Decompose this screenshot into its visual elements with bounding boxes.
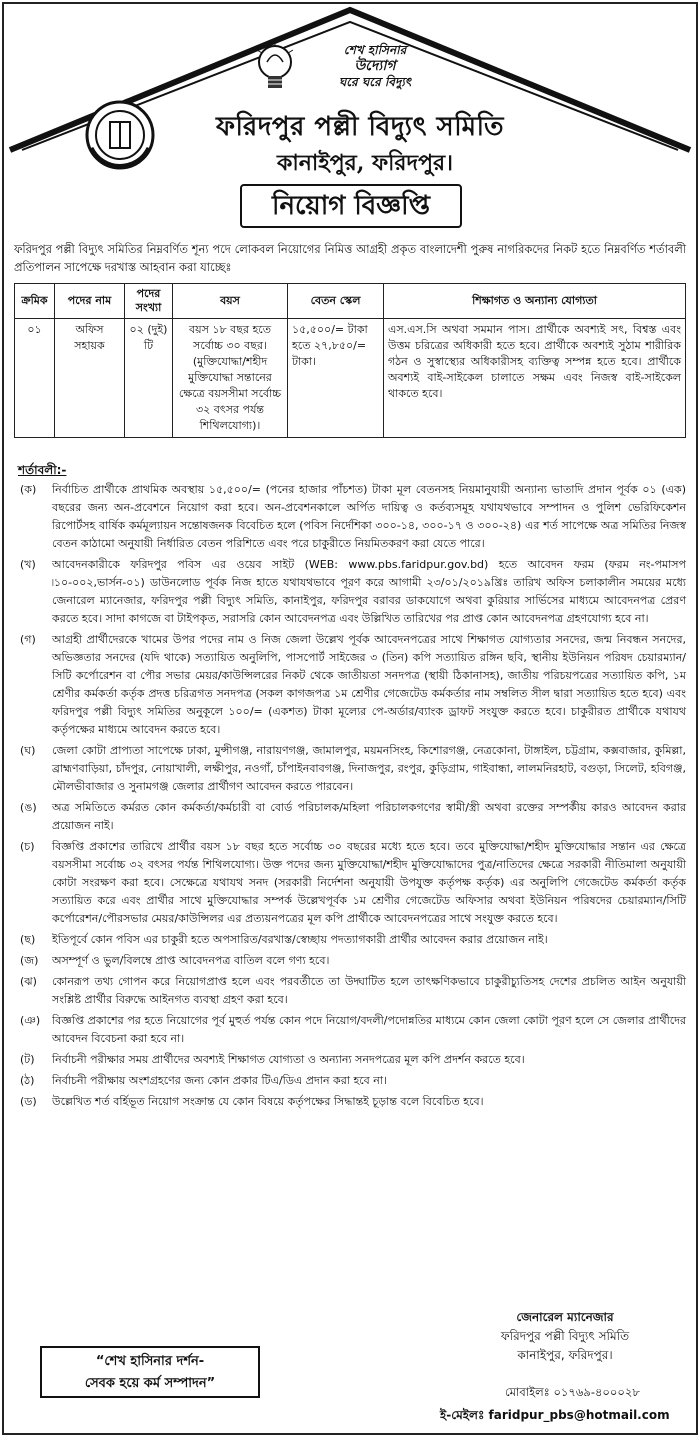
slogan-line-2: সেবক হয়ে কর্ম সম্পাদন” [84,1376,216,1391]
term-text: আবেদনকারীকে ফরিদপুর পবিস এর ওয়েব সাইট (WEB: www.pbs.faridpur.gov.bd) হতে আবেদন ফরম (ফরম নং-পমাসপ ৷১০-০০২,ভার্সন-০১) ডাউনলোড পূর্বক নিজ হাতে যথাযথভাবে পূরণ করে আগামী ২৩/০১/২০১৯খ্রিঃ তারিখ অফিস চলাকালীন সময়ের মধ্যে জেনারেল ম্যানেজার, ফরিদপুর পল্লী বিদ্যুৎ সমিতি, কানাইপুর, ফরিদপুর বরাবর ডাকযোগে অথবা কুরিয়ার সার্ভিসের মাধ্যমে আবেদনপত্র প্রেরণ করতে হবে। সাদা কাগজে বা টাইপকৃত, সরাসরি কোন আবেদনপত্র এবং উল্লিখিত তারিখের পর প্রাপ্ত কোন আবেদনপত্র গ্রহণযোগ্য হবে না। [52,558,686,625]
term-text: অসম্পূর্ণ ও ভুল/বিলম্বে প্রাপ্ত আবেদনপত্র বাতিল বলে গণ্য হবে। [52,954,330,967]
term-item [14,742,686,796]
term-text: নির্বাচনী পরীক্ষায় অংশগ্রহণের জন্য কোন প্রকার টিএ/ডিএ প্রদান করা হবে না। [52,1074,387,1087]
cell-serial: ০১ [15,319,55,438]
term-marker: (ঞ) [20,1014,41,1027]
term-item [14,1051,686,1069]
term-text: উল্লেখিত শর্ত বর্হিভূত নিয়োগ সংক্রান্ত যে কোন বিষয়ে কর্তৃপক্ষের সিদ্ধান্তই চূড়ান্ত বলে বিবেচিত হবে। [52,1095,484,1108]
term-text: বিজ্ঞপ্তি প্রকাশের তারিখে প্রার্থীর বয়স ১৮ বছর হতে সর্বোচ্চ ৩০ বছরের মধ্যে হতে হবে। তবে মুক্তিযোদ্ধা/শহীদ মুক্তিযোদ্ধার সন্তান এর ক্ষেত্রে বয়সসীমা সর্বোচ্চ ৩২ বৎসর পর্যন্ত শিথিলযোগ্য। উক্ত পদের জন্য মুক্তিযোদ্ধা/শহীদ মুক্তিযোদ্ধাদের পুত্র/নাতিদের ক্ষেত্রে সরকারী নীতিমালা অনুযায়ী কোটা সংরক্ষণ করা হবে। সেক্ষেত্রে যথাযথ সনদ (সরকারী নির্দেশনা অনুযায়ী উপযুক্ত কর্তৃপক্ষ কর্তৃক) এর অনুলিপি গেজেটেড কর্মকর্তা কর্তৃক সত্যায়িত করে এবং প্রার্থীর সাথে মুক্তিযোদ্ধার সম্পর্ক উল্লেখপূর্বক ১ম শ্রেণীর গেজেটেড অফিসার অথবা ইউনিয়ন পরিষদের চেয়ারম্যান/সিটি কর্পোরেশন/পৌরসভার মেয়র/কাউন্সিলর এর প্রত্যয়নপত্রের মূল কপি প্রার্থীকে আবেদনপত্রের সাথে সংযুক্ত করতে হবে। [52,840,686,925]
cell-post-count: ০২ (দুই) টি [125,319,173,438]
term-item [14,631,686,739]
term-item [14,481,686,553]
term-item [14,973,686,1009]
term-marker: (ক) [20,483,37,496]
bulb-slogan-line-3: ঘরে ঘরে বিদ্যুৎ [338,75,412,89]
signatory-org: ফরিদপুর পল্লী বিদ্যুৎ সমিতি [500,1329,630,1343]
term-text: কোনরূপ তথ্য গোপন করে নিয়োগপ্রাপ্ত হলে এবং পরবর্তীতে তা উদ্ঘাটিত হলে তাৎক্ষণিকভাবে চাকুরীচ্যুতিসহ দেশের প্রচলিত আইন অনুযায়ী সংশ্লিষ্ট প্রার্থীর বিরুদ্ধে আইনগত ব্যবস্থা গ্রহণ করা হবে। [52,975,686,1006]
term-text: নির্বাচনী পরীক্ষার সময় প্রার্থীদের অবশ্যই শিক্ষাগত যোগ্যতা ও অন্যান্য সনদপত্রের মূল কপি প্রদর্শন করতে হবে। [52,1053,525,1066]
intro-paragraph: ফরিদপুর পল্লী বিদ্যুৎ সমিতির নিম্নবর্ণিত শূন্য পদে লোকবল নিয়োগের নিমিত্ত আগ্রহী প্রকৃত বাংলাদেশী পুরুষ নাগরিকদের নিকট হতে নিম্নবর্ণিত শর্তাবলী প্রতিপালন সাপেক্ষে দরখাস্ত আহবান করা যাচ্ছেঃ [14,242,686,274]
vacancy-table [14,283,686,438]
term-item [14,838,686,928]
header-salary-scale: বেতন স্কেল [288,284,384,319]
organization-address: কানাইপুর, ফরিদপুর। [276,150,453,176]
cell-qualification: এস.এস.সি অথবা সমমান পাস। প্রার্থীকে অবশ্যই সৎ, বিশ্বস্ত এবং উত্তম চরিত্রের অধিকারী হতে হবে। প্রার্থীকে অবশ্যই সুঠাম শারীরিক গঠন ও সুস্বাস্থ্যের অধিকারীসহ ব্যক্তিত্ব সম্পন্ন হতে হবে। প্রার্থীকে অবশ্যই বাই-সাইকেল চালাতে সক্ষম এবং নিজস্ব বাই-সাইকেল থাকতে হবে। [384,319,686,438]
pbs-logo [85,100,155,170]
term-marker: (ঙ) [20,801,37,814]
term-marker: (গ) [20,633,36,646]
term-text: জেলা কোটা প্রাপ্যতা সাপেক্ষে ঢাকা, মুন্সীগঞ্জ, নারায়ণগঞ্জ, জামালপুর, ময়মনসিংহ, কিশোরগঞ্জ, নেত্রকোনা, টাঙ্গাইল, চট্টগ্রাম, কক্সবাজার, কুমিল্লা, ব্রাহ্মণবাড়িয়া, চাঁদপুর, নোয়াখালী, লক্ষীপুর, নওগাঁ, চাঁপাইনবাবগঞ্জ, দিনাজপুর, রংপুর, কুড়িগ্রাম, গাইবান্ধা, লালমনিরহাট, বগুড়া, সিলেট, হবিগঞ্জ, মৌলভীবাজার ও সুনামগঞ্জ জেলার প্রার্থীগণ আবেদন করতে পারবেন। [52,744,686,793]
term-marker: (জ) [20,954,39,967]
term-item [14,1093,686,1111]
term-marker: (ট) [20,1053,35,1066]
term-text: নির্বাচিত প্রার্থীকে প্রাথমিক অবস্থায় ১৫,৫০০/= (পনের হাজার পাঁচশত) টাকা মূল বেতনসহ নিয়মানুযায়ী অন্যান্য ভাতাদি প্রদান পূর্বক ০১ (এক) বছরের জন্য অন-প্রবেশনে নিয়োগ করা হবে। অন-প্রবেশনকালে অর্পিত দায়িত্ব ও কর্তব্যসমূহ যথাযথভাবে সম্পাদন ও পুলিশ ভেরিফিকেশন রিপোর্টসহ বার্ষিক কর্মমূল্যায়ন সন্তোষজনক বিবেচিত হলে (পবিস নির্দেশিকা ৩০০-১৪, ৩০০-১৭ ও ৩০০-২৪) এর শর্ত সাপেক্ষে অত্র সমিতির নিজস্ব বেতন কাঠামো অনুযায়ী নির্ধারিত বেতন পরিশিতে এবং পরে চাকুরীতে নিয়মিতকরণ করা যেতে পারে। [52,483,686,550]
header-post-name: পদের নাম [55,284,125,319]
term-marker: (চ) [20,840,35,853]
term-text: অত্র সমিতিতে কর্মরত কোন কর্মকর্তা/কর্মচারী বা বোর্ড পরিচালক/মহিলা পরিচালকগণের স্বামী/স্ত্রী অথবা রক্তের সম্পর্কীয় কারও আবেদন করার প্রয়োজন নাই। [52,801,686,832]
organization-name: ফরিদপুর পল্লী বিদ্যুৎ সমিতি [215,112,505,142]
term-marker: (ছ) [20,933,36,946]
slogan-line-1: “শেখ হাসিনার দর্শন- [95,1354,205,1369]
bulb-slogan-line-1: শেখ হাসিনার [343,43,407,57]
email-address: ই-মেইলঃ faridpur_pbs@hotmail.com [440,1408,670,1422]
header-qualification: শিক্ষাগত ও অন্যান্য যোগ্যতা [384,284,686,319]
light-bulb-icon [255,42,295,98]
header-age: বয়স [173,284,288,319]
cell-post-name: অফিস সহায়ক [55,319,125,438]
term-marker: (ঘ) [20,744,36,757]
term-item [14,952,686,970]
signatory-address: কানাইপুর, ফরিদপুর। [517,1348,613,1362]
mobile-number: মোবাইলঃ ০১৭৬৯-৪০০০২৮ [505,1385,640,1399]
terms-heading: শর্তাবলী:- [18,463,67,477]
table-header-row [15,284,686,319]
term-item [14,556,686,628]
notice-title: নিয়োগ বিজ্ঞপ্তি [240,184,462,228]
term-item [14,1072,686,1090]
bulb-slogan-line-2: উদ্যোগ [354,58,396,74]
slogan-box [40,1346,260,1398]
term-text: আগ্রহী প্রার্থীদেরকে খামের উপর পদের নাম ও নিজ জেলা উল্লেখ পূর্বক আবেদনপত্রের সাথে শিক্ষাগত যোগ্যতার সনদের, জন্ম নিবন্ধন সনদের, অভিজ্ঞতার সনদের (যদি থাকে) সত্যায়িত অনুলিপি, পাসপোর্ট সাইজের ৩ (তিন) কপি সত্যায়িত রঙ্গিন ছবি, স্থানীয় ইউনিয়ন পরিষদ চেয়ারম্যান/সিটি কর্পোরেশন বা পৌর সভার মেয়র/কাউন্সিলরের নিকট থেকে জাতীয়তা সনদপত্র (স্থায়ী ঠিকানাসহ), জাতীয় পরিচয়পত্রের সত্যায়িত কপি, ১ম শ্রেণীর কর্মকর্তা কর্তৃক প্রদত্ত চরিত্রগত সনদপত্র (সকল কাগজপত্র ১ম শ্রেণীর গেজেটেড কর্মকর্তার নাম সম্বলিত সীল দ্বারা সত্যায়িত হতে হবে) এবং ফরিদপুর পল্লী বিদ্যুৎ সমিতির অনুকূলে ১০০/= (একশত) টাকা মূল্যের পে-অর্ডার/ব্যাংক ড্রাফট সংযুক্ত করতে হবে। চাকুরীরত প্রার্থীকে যথাযথ কর্তৃপক্ষের মাধ্যমে আবেদন করতে হবে। [52,633,686,736]
bulb-slogan [255,42,455,102]
term-item [14,1012,686,1048]
term-text: ইতিপূর্বে কোন পবিস এর চাকুরী হতে অপসারিত/বরখাস্ত/স্বেচ্ছায় পদত্যাগকারী প্রার্থীর আবেদন করার প্রয়োজন নাই। [52,933,548,946]
term-marker: (ঠ) [20,1074,35,1087]
cell-age: বয়স ১৮ বছর হতে সর্বোচ্চ ৩০ বছর। (মুক্তিযোদ্ধা/শহীদ মুক্তিযোদ্ধা সন্তানের ক্ষেত্রে বয়সসীমা সর্বোচ্চ ৩২ বৎসর পর্যন্ত শিথিলযোগ্য)। [173,319,288,438]
header-post-count: পদের সংখ্যা [125,284,173,319]
table-row [15,319,686,438]
cell-salary: ১৫,৫০০/= টাকা হতে ২৭,৮৫০/= টাকা। [288,319,384,438]
term-marker: (খ) [20,558,36,571]
terms-list [14,481,686,1114]
term-item [14,931,686,949]
signatory-title: জেনারেল ম্যানেজার [516,1310,614,1324]
header-serial: ক্রমিক [15,284,55,319]
term-text: বিজ্ঞপ্তি প্রকাশের পর হতে নিয়োগের পূর্ব মুহুর্ত পর্যন্ত কোন পদে নিয়োগ/বদলী/পদোন্নতির মাধ্যমে কোন জেলা কোটা পূরণ হলে সে জেলার প্রার্থীদের আবেদন বিবেচনা করা হবে না। [52,1014,686,1045]
term-marker: (ঝ) [20,975,37,988]
signature-block [440,1308,690,1365]
term-item [14,799,686,835]
term-marker: (ড) [20,1095,37,1108]
